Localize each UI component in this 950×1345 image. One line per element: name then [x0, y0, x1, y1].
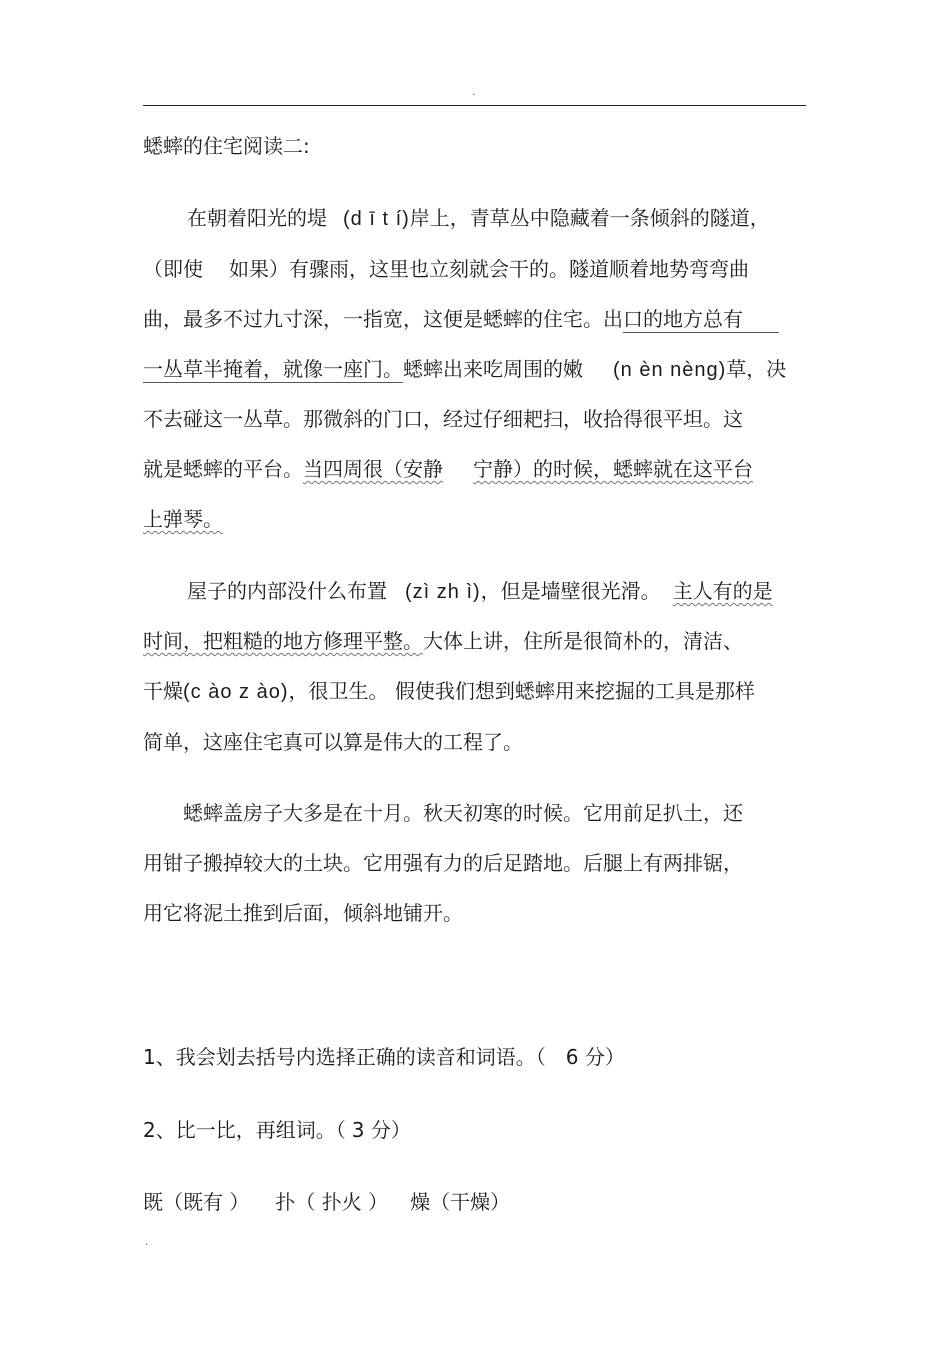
- header-rule: [143, 105, 806, 106]
- p1-line-7: [143, 506, 223, 532]
- wavy-underlined-text: 上弹琴。: [143, 507, 223, 531]
- p2-text: ，很卫生。 假使我们想到蟋蟀用来挖掘的工具是那样: [288, 679, 755, 703]
- p2-text: 屋子的内部没什么布置: [187, 579, 387, 603]
- p3-line-2: 用钳子搬掉较大的土块。它用强有力的后足踏地。后腿上有两排锯，: [143, 851, 743, 875]
- p1-line-5: 不去碰这一丛草。那微斜的门口，经过仔细耙扫，收拾得很平坦。这: [143, 407, 743, 431]
- p1-line-3: [143, 306, 779, 332]
- word-pair: 扑（ 扑火 ）: [275, 1190, 389, 1214]
- wavy-part: 当四周很（安静: [303, 457, 443, 481]
- word-pair: 燥（干燥）: [410, 1190, 511, 1214]
- pinyin-zao: (c ào z ào): [183, 681, 289, 703]
- p1-line-2: [143, 256, 749, 282]
- p1-text: （即使: [143, 257, 203, 281]
- p2-text: 大体上讲，住所是很简朴的，清洁、: [423, 629, 743, 653]
- p3-line-1: 蟋蟀盖房子大多是在十月。秋天初寒的时候。它用前足扒土，还: [183, 801, 743, 825]
- word-compare-row: [143, 1189, 510, 1215]
- p2-text: 干燥: [143, 679, 183, 703]
- p3-line-3: 用它将泥土推到后面，倾斜地铺开。: [143, 901, 463, 925]
- pinyin-nen: (n èn nèng): [613, 359, 727, 381]
- p2-text: ，但是墙壁很光滑。: [480, 579, 661, 603]
- p1-text: 草，决: [726, 357, 787, 381]
- wavy-underlined-text: [303, 457, 753, 481]
- p1-text: 如果）有骤雨，这里也立刻就会干的。隧道顺着地势弯弯曲: [229, 257, 749, 281]
- p1-text: 蟋蟀出来吃周围的嫩: [403, 357, 583, 381]
- pinyin-zhi: (zì zh ì): [405, 581, 481, 603]
- p2-line-2: [143, 628, 743, 654]
- underlined-text: 口的地方总有: [623, 307, 779, 333]
- p1-text: 岸上，青草丛中隐藏着一条倾斜的隧道，: [409, 206, 770, 230]
- question-text: 2、比一比，再组词。（: [143, 1118, 346, 1142]
- question-1: [143, 1044, 625, 1070]
- p1-text: 在朝着阳光的堤: [187, 206, 327, 230]
- pinyin-di-ti: (d ī t í): [343, 208, 410, 230]
- wavy-underlined-text: 主人有的是: [672, 579, 773, 603]
- p1-line-6: [143, 456, 753, 482]
- p2-line-3: [143, 678, 755, 705]
- question-score: 6 分）: [565, 1045, 625, 1069]
- footer-mark: .: [145, 1237, 149, 1248]
- question-text: 1、我会划去括号内选择正确的读音和词语。（: [143, 1045, 546, 1069]
- p2-line-4: 简单，这座住宅真可以算是伟大的工程了。: [143, 730, 523, 754]
- question-score: 3 分）: [351, 1118, 411, 1142]
- p1-text: 曲，最多不过九寸深，一指宽，这便是蟋蟀的住宅。出: [143, 307, 623, 331]
- p2-line-1: [187, 578, 773, 605]
- question-2: [143, 1117, 411, 1143]
- p1-line-4: [143, 356, 786, 383]
- word-pair: 既（既有 ）: [143, 1190, 250, 1214]
- p1-line-1: [187, 205, 770, 232]
- wavy-underlined-text: 时间，把粗糙的地方修理平整。: [143, 629, 423, 653]
- underlined-text: 一丛草半掩着，就像一座门。: [143, 357, 403, 381]
- p1-text: 就是蟋蟀的平台。: [143, 457, 303, 481]
- wavy-part: 宁静）的时候，蟋蟀就在这平台: [473, 457, 753, 481]
- header-mark: .: [472, 87, 476, 98]
- page-title: 蟋蟀的住宅阅读二:: [143, 134, 310, 158]
